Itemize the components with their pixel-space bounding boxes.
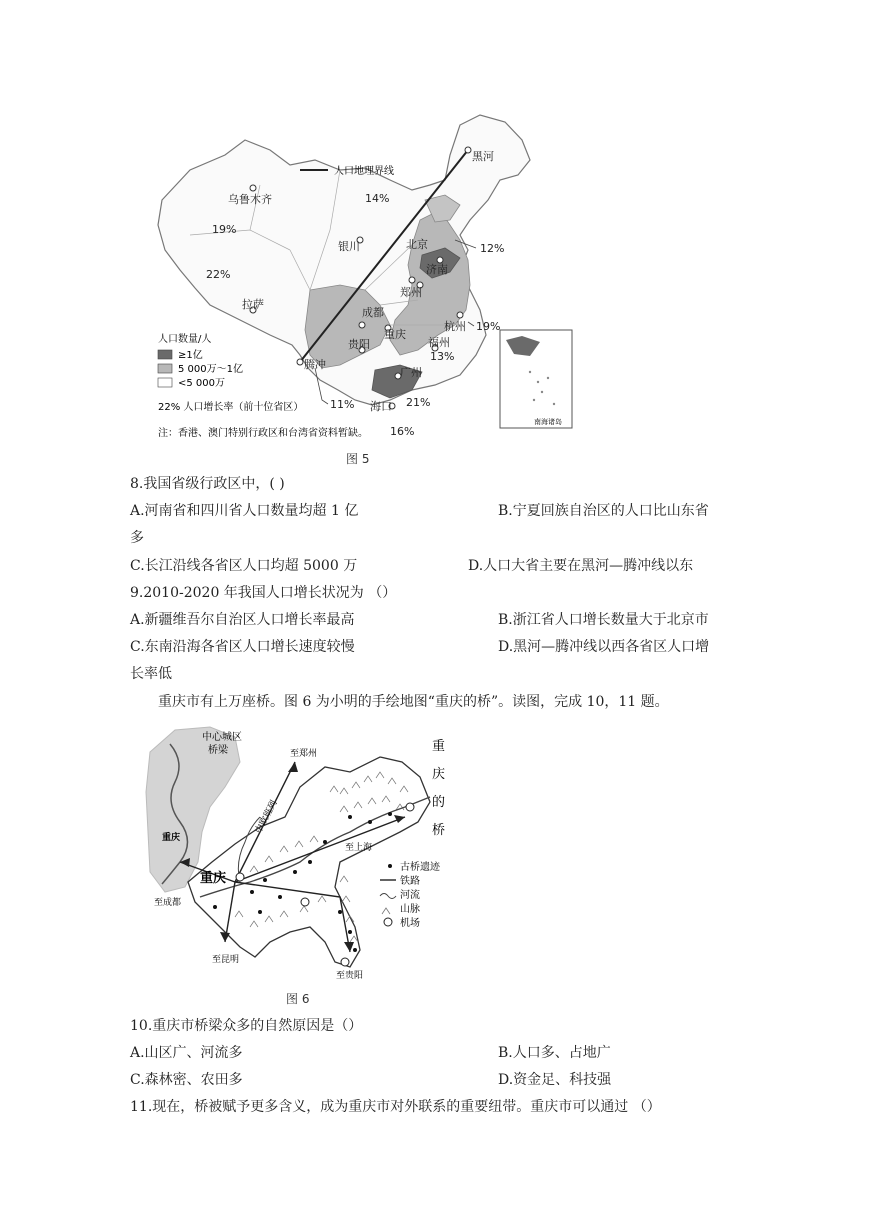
city-zhengzhou: 郑州	[400, 286, 422, 299]
title-char-2: 庆	[432, 767, 446, 782]
figure5-map	[150, 110, 590, 445]
label-to-chengdu: 至成都	[154, 898, 182, 908]
city-jinan: 济南	[426, 263, 448, 276]
legend-bridge: 古桥遗迹	[400, 862, 440, 873]
label-rail-name: 中欧班列	[253, 798, 280, 836]
rate-guangdong: 21%	[406, 396, 431, 409]
legend-swatch-high	[158, 350, 172, 359]
rate-nw: 14%	[365, 192, 390, 205]
city-guiyang: 贵阳	[348, 338, 370, 351]
legend-river-sym	[380, 894, 396, 899]
legend-airport-sym	[384, 918, 392, 926]
label-to-zhengzhou: 至郑州	[290, 749, 318, 759]
figure6-caption: 图 6	[286, 992, 310, 1006]
q11-stem: 11.现在，桥被赋予更多含义，成为重庆市对外联系的重要纽带。重庆市可以通过 （）	[130, 1099, 661, 1115]
city-hangzhou: 杭州	[444, 320, 466, 333]
q8-stem: 8.我国省级行政区中，( )	[130, 476, 285, 492]
q9-option-d: D.黑河—腾冲线以西各省区人口增	[498, 639, 710, 655]
legend-bridge-sym	[388, 864, 392, 868]
rate-legend: 22% 人口增长率（前十位省区）	[158, 402, 304, 413]
q9-option-a: A.新疆维吾尔自治区人口增长率最高	[130, 612, 355, 628]
q10-stem: 10.重庆市桥梁众多的自然原因是（）	[130, 1018, 363, 1034]
title-char-1: 重	[432, 739, 446, 754]
city-yinchuan: 银川	[338, 240, 360, 253]
inset-label: 南海诸岛	[534, 418, 562, 426]
city-chengdu: 成都	[362, 306, 384, 319]
legend-title: 人口数量/人	[158, 334, 212, 345]
legend-swatch-mid	[158, 364, 172, 373]
label-to-kunming: 至昆明	[212, 955, 240, 965]
rate-guizhou: 11%	[330, 398, 355, 411]
label-to-shanghai: 至上海	[345, 843, 373, 853]
rate-zhejiang: 19%	[476, 320, 501, 333]
inset-title-1: 中心城区	[202, 732, 242, 743]
rate-fujian: 13%	[430, 350, 455, 363]
map-note: 注：香港、澳门特别行政区和台湾省资料暂缺。	[158, 428, 368, 439]
rate-tibet: 22%	[206, 268, 231, 281]
label-to-guiyang: 至贵阳	[336, 971, 364, 981]
q8-option-b: B.宁夏回族自治区的人口比山东省	[498, 503, 709, 519]
legend-line-label: 人口地理界线	[334, 166, 394, 177]
q10-option-d: D.资金足、科技强	[498, 1072, 612, 1088]
rate-hainan: 16%	[390, 425, 415, 438]
legend-label-high: ≥1亿	[178, 350, 203, 361]
q9-option-c: C.东南沿海各省区人口增长速度较慢	[130, 639, 355, 655]
q8-option-b-cont: 多	[130, 530, 144, 546]
city-fuzhou: 福州	[428, 336, 450, 349]
legend-airport: 机场	[400, 918, 420, 929]
figure5-caption: 图 5	[346, 452, 370, 466]
rate-beijing: 12%	[480, 242, 505, 255]
legend-swatch-low	[158, 378, 172, 387]
title-char-3: 的	[432, 795, 446, 810]
city-beijing: 北京	[406, 238, 428, 251]
legend-label-mid: 5 000万～1亿	[178, 364, 243, 375]
q10-option-b: B.人口多、占地广	[498, 1045, 611, 1061]
city-urumqi: 乌鲁木齐	[228, 193, 272, 206]
q9-option-d-cont: 长率低	[130, 666, 172, 682]
city-chongqing-label: 重庆	[200, 871, 227, 886]
legend-rail: 铁路	[400, 876, 420, 887]
q10-option-c: C.森林密、农田多	[130, 1072, 243, 1088]
title-char-4: 桥	[432, 823, 446, 838]
city-guangzhou: 广州	[400, 366, 422, 379]
q8-option-d: D.人口大省主要在黑河—腾冲线以东	[468, 558, 694, 574]
q9-stem: 9.2010-2020 年我国人口增长状况为 （）	[130, 585, 397, 601]
legend-label-low: <5 000万	[178, 378, 226, 389]
q8-option-a: A.河南省和四川省人口数量均超 1 亿	[130, 503, 359, 519]
city-haikou: 海口	[370, 400, 392, 413]
inset-city: 重庆	[162, 833, 181, 843]
city-tengchong: 腾冲	[304, 358, 326, 371]
inset-title-2: 桥梁	[208, 745, 228, 756]
city-lhasa: 拉萨	[242, 298, 264, 311]
legend-mountain: 山脉	[400, 904, 420, 915]
legend-river: 河流	[400, 890, 420, 901]
q10-option-a: A.山区广、河流多	[130, 1045, 243, 1061]
city-chongqing: 重庆	[384, 328, 406, 341]
q9-option-b: B.浙江省人口增长数量大于北京市	[498, 612, 709, 628]
legend-mountain-sym	[382, 908, 390, 914]
city-heihe: 黑河	[472, 150, 494, 163]
q8-option-c: C.长江沿线各省区人口均超 5000 万	[130, 558, 358, 574]
rate-xinjiang: 19%	[212, 223, 237, 236]
intro-text: 重庆市有上万座桥。图 6 为小明的手绘地图“重庆的桥”。读图，完成 10，11 题。	[158, 694, 669, 710]
figure6-map	[140, 722, 480, 984]
